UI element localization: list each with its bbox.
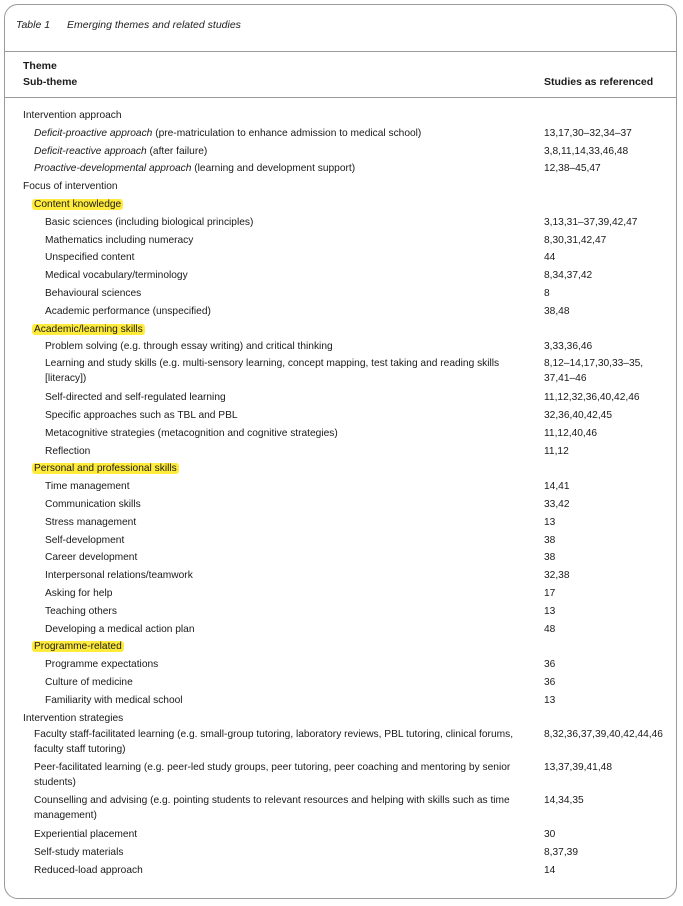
theme-label: Self-development xyxy=(45,534,125,546)
theme-label: (pre-matriculation to enhance admission to medical school) xyxy=(152,127,422,139)
table-row xyxy=(5,760,678,793)
table-card xyxy=(4,4,677,899)
theme-row xyxy=(5,178,678,196)
studies-cell: 11,12,32,36,40,42,46 xyxy=(544,392,640,404)
table-row xyxy=(5,338,678,356)
studies-cell: 32,36,40,42,45 xyxy=(544,409,612,421)
theme-label: Interpersonal relations/teamwork xyxy=(45,570,193,582)
studies-cell: 3,33,36,46 xyxy=(544,341,593,353)
theme-cell xyxy=(23,178,118,196)
table-row xyxy=(5,143,678,161)
subtheme-heading-row xyxy=(5,196,678,214)
theme-cell xyxy=(45,585,112,603)
theme-cell xyxy=(34,460,179,478)
theme-cell xyxy=(45,656,158,674)
theme-label: Familiarity with medical school xyxy=(45,694,183,706)
theme-label: Intervention strategies xyxy=(23,712,124,724)
studies-cell: 13 xyxy=(544,516,556,528)
theme-cell xyxy=(34,196,123,214)
theme-label: Self-directed and self-regulated learning xyxy=(45,392,226,404)
theme-label: Counselling and advising (e.g. pointing students to relevant resources and helping with skills such as time management) xyxy=(34,795,510,822)
table-row xyxy=(5,656,678,674)
theme-cell xyxy=(45,478,130,496)
theme-label: Problem solving (e.g. through essay writing) and critical thinking xyxy=(45,341,333,353)
theme-label: Faculty staff-facilitated learning (e.g. small-group tutoring, laboratory reviews, PBL tutoring, clinical forums, faculty staff tutoring) xyxy=(34,729,514,756)
theme-cell xyxy=(45,621,195,639)
theme-label: Mathematics including numeracy xyxy=(45,234,194,246)
theme-cell xyxy=(23,710,123,728)
table-row xyxy=(5,532,678,550)
theme-label: Teaching others xyxy=(45,605,117,617)
theme-label: Focus of intervention xyxy=(23,181,118,193)
studies-cell: 48 xyxy=(544,623,556,635)
theme-cell xyxy=(45,425,338,443)
table-row xyxy=(5,249,678,267)
theme-label: Asking for help xyxy=(45,587,113,599)
highlighted-subtheme-label: Academic/learning skills xyxy=(34,323,143,335)
table-row xyxy=(5,727,678,760)
studies-cell: 14 xyxy=(544,864,556,876)
highlighted-subtheme-label: Content knowledge xyxy=(34,198,122,210)
studies-cell: 12,38–45,47 xyxy=(544,163,601,175)
theme-cell xyxy=(34,826,137,844)
theme-cell xyxy=(34,160,355,178)
table-number: Table 1 xyxy=(16,19,51,31)
theme-cell xyxy=(45,692,183,710)
table-row xyxy=(5,303,678,321)
table-row xyxy=(5,793,678,826)
studies-cell: 13,37,39,41,48 xyxy=(544,762,612,774)
table-row xyxy=(5,214,678,232)
table-row xyxy=(5,862,678,880)
column-header-subtheme: Sub-theme xyxy=(23,76,78,88)
theme-label: Reduced-load approach xyxy=(34,864,143,876)
table-row xyxy=(5,621,678,639)
theme-cell xyxy=(45,496,141,514)
subtheme-heading-row xyxy=(5,460,678,478)
theme-label: Peer-facilitated learning (e.g. peer-led study groups, peer tutoring, peer coaching and mentoring by senior students) xyxy=(34,762,511,789)
studies-cell: 36 xyxy=(544,676,556,688)
subtheme-heading-row xyxy=(5,321,678,339)
studies-cell: 32,38 xyxy=(544,570,570,582)
studies-cell: 13 xyxy=(544,605,556,617)
theme-cell xyxy=(45,674,133,692)
theme-label: Metacognitive strategies (metacognition and cognitive strategies) xyxy=(45,427,338,439)
table-row xyxy=(5,478,678,496)
theme-cell xyxy=(45,303,211,321)
approach-name: Deficit-reactive approach xyxy=(34,145,147,157)
theme-label: (after failure) xyxy=(146,145,208,157)
studies-cell: 8,30,31,42,47 xyxy=(544,234,607,246)
theme-label: Reflection xyxy=(45,445,91,457)
theme-cell xyxy=(34,143,207,161)
studies-cell: 38,48 xyxy=(544,305,570,317)
theme-cell xyxy=(45,532,124,550)
studies-cell: 14,41 xyxy=(544,481,570,493)
theme-cell xyxy=(45,389,226,407)
approach-name: Proactive-developmental approach xyxy=(34,163,192,175)
studies-cell: 8,34,37,42 xyxy=(544,270,593,282)
table-row xyxy=(5,232,678,250)
theme-label: Developing a medical action plan xyxy=(45,623,195,635)
theme-cell xyxy=(34,321,145,339)
studies-cell: 36 xyxy=(544,659,556,671)
theme-cell xyxy=(45,232,193,250)
table-row xyxy=(5,389,678,407)
subtheme-heading-row xyxy=(5,638,678,656)
table-row xyxy=(5,585,678,603)
studies-cell: 17 xyxy=(544,587,556,599)
theme-row xyxy=(5,107,678,125)
theme-label: Culture of medicine xyxy=(45,676,133,688)
column-header-theme: Theme xyxy=(23,60,57,72)
column-header-studies: Studies as referenced xyxy=(544,76,654,88)
theme-label: Stress management xyxy=(45,516,137,528)
table-row xyxy=(5,267,678,285)
table-title: Emerging themes and related studies xyxy=(66,19,241,31)
theme-label: Unspecified content xyxy=(45,252,135,264)
table-row xyxy=(5,443,678,461)
studies-cell: 8 xyxy=(544,287,550,299)
table-row xyxy=(5,826,678,844)
theme-label: Behavioural sciences xyxy=(45,287,142,299)
studies-cell: 38 xyxy=(544,534,556,546)
table-row xyxy=(5,160,678,178)
table-row xyxy=(5,285,678,303)
header-divider xyxy=(5,97,676,98)
theme-cell xyxy=(45,603,117,621)
theme-label: Specific approaches such as TBL and PBL xyxy=(45,409,238,421)
theme-label: Intervention approach xyxy=(23,110,122,121)
theme-cell xyxy=(45,285,141,303)
table-row xyxy=(5,407,678,425)
theme-cell xyxy=(34,727,514,757)
theme-cell xyxy=(45,214,253,232)
theme-cell xyxy=(34,638,124,656)
theme-cell xyxy=(45,249,134,267)
theme-cell xyxy=(34,125,421,143)
theme-cell xyxy=(34,844,123,862)
theme-cell xyxy=(45,356,525,386)
studies-cell: 8,12–14,17,30,33–35, 37,41–46 xyxy=(544,358,644,385)
theme-cell xyxy=(34,862,143,880)
theme-label: Programme expectations xyxy=(45,659,159,671)
studies-cell: 8,37,39 xyxy=(544,847,578,859)
table-row xyxy=(5,425,678,443)
theme-label: Career development xyxy=(45,552,138,564)
theme-cell xyxy=(34,793,514,823)
table-row xyxy=(5,125,678,143)
studies-cell: 44 xyxy=(544,252,556,264)
studies-cell: 14,34,35 xyxy=(544,795,584,807)
highlighted-subtheme-label: Programme-related xyxy=(34,641,122,653)
table-body xyxy=(5,107,678,880)
theme-cell xyxy=(45,514,136,532)
theme-cell xyxy=(45,567,193,585)
theme-cell xyxy=(23,107,122,125)
highlighted-subtheme-label: Personal and professional skills xyxy=(34,463,177,475)
table-row xyxy=(5,514,678,532)
theme-label: Medical vocabulary/terminology xyxy=(45,270,188,282)
studies-cell: 33,42 xyxy=(544,498,570,510)
table-row xyxy=(5,496,678,514)
theme-label: Self-study materials xyxy=(34,847,124,859)
studies-cell: 3,13,31–37,39,42,47 xyxy=(544,216,638,228)
theme-label: Experiential placement xyxy=(34,829,138,841)
table-row xyxy=(5,674,678,692)
theme-row xyxy=(5,710,678,728)
caption-divider xyxy=(5,51,676,52)
table-row xyxy=(5,844,678,862)
studies-cell: 11,12,40,46 xyxy=(544,427,598,439)
studies-cell: 30 xyxy=(544,829,556,841)
studies-cell: 11,12 xyxy=(544,445,569,457)
theme-cell xyxy=(45,549,137,567)
table-row xyxy=(5,356,678,389)
table-caption xyxy=(16,19,241,31)
studies-cell: 8,32,36,37,39,40,42,44,46 xyxy=(544,729,663,741)
studies-cell: 3,8,11,14,33,46,48 xyxy=(544,145,629,157)
theme-label: Academic performance (unspecified) xyxy=(45,305,211,317)
theme-label: Time management xyxy=(45,481,130,493)
theme-cell xyxy=(34,760,514,790)
theme-cell xyxy=(45,407,238,425)
studies-cell: 13 xyxy=(544,694,556,706)
studies-cell: 38 xyxy=(544,552,556,564)
theme-label: Learning and study skills (e.g. multi-sensory learning, concept mapping, test taking and reading skills [literacy]) xyxy=(45,358,500,385)
table-row xyxy=(5,567,678,585)
theme-cell xyxy=(45,267,188,285)
theme-label: (learning and development support) xyxy=(191,163,356,175)
theme-cell xyxy=(45,443,90,461)
studies-cell: 13,17,30–32,34–37 xyxy=(544,127,632,139)
table-row xyxy=(5,603,678,621)
theme-label: Basic sciences (including biological principles) xyxy=(45,216,254,228)
theme-label: Communication skills xyxy=(45,498,141,510)
theme-cell xyxy=(45,338,333,356)
approach-name: Deficit-proactive approach xyxy=(34,127,153,139)
table-row xyxy=(5,549,678,567)
table-row xyxy=(5,692,678,710)
